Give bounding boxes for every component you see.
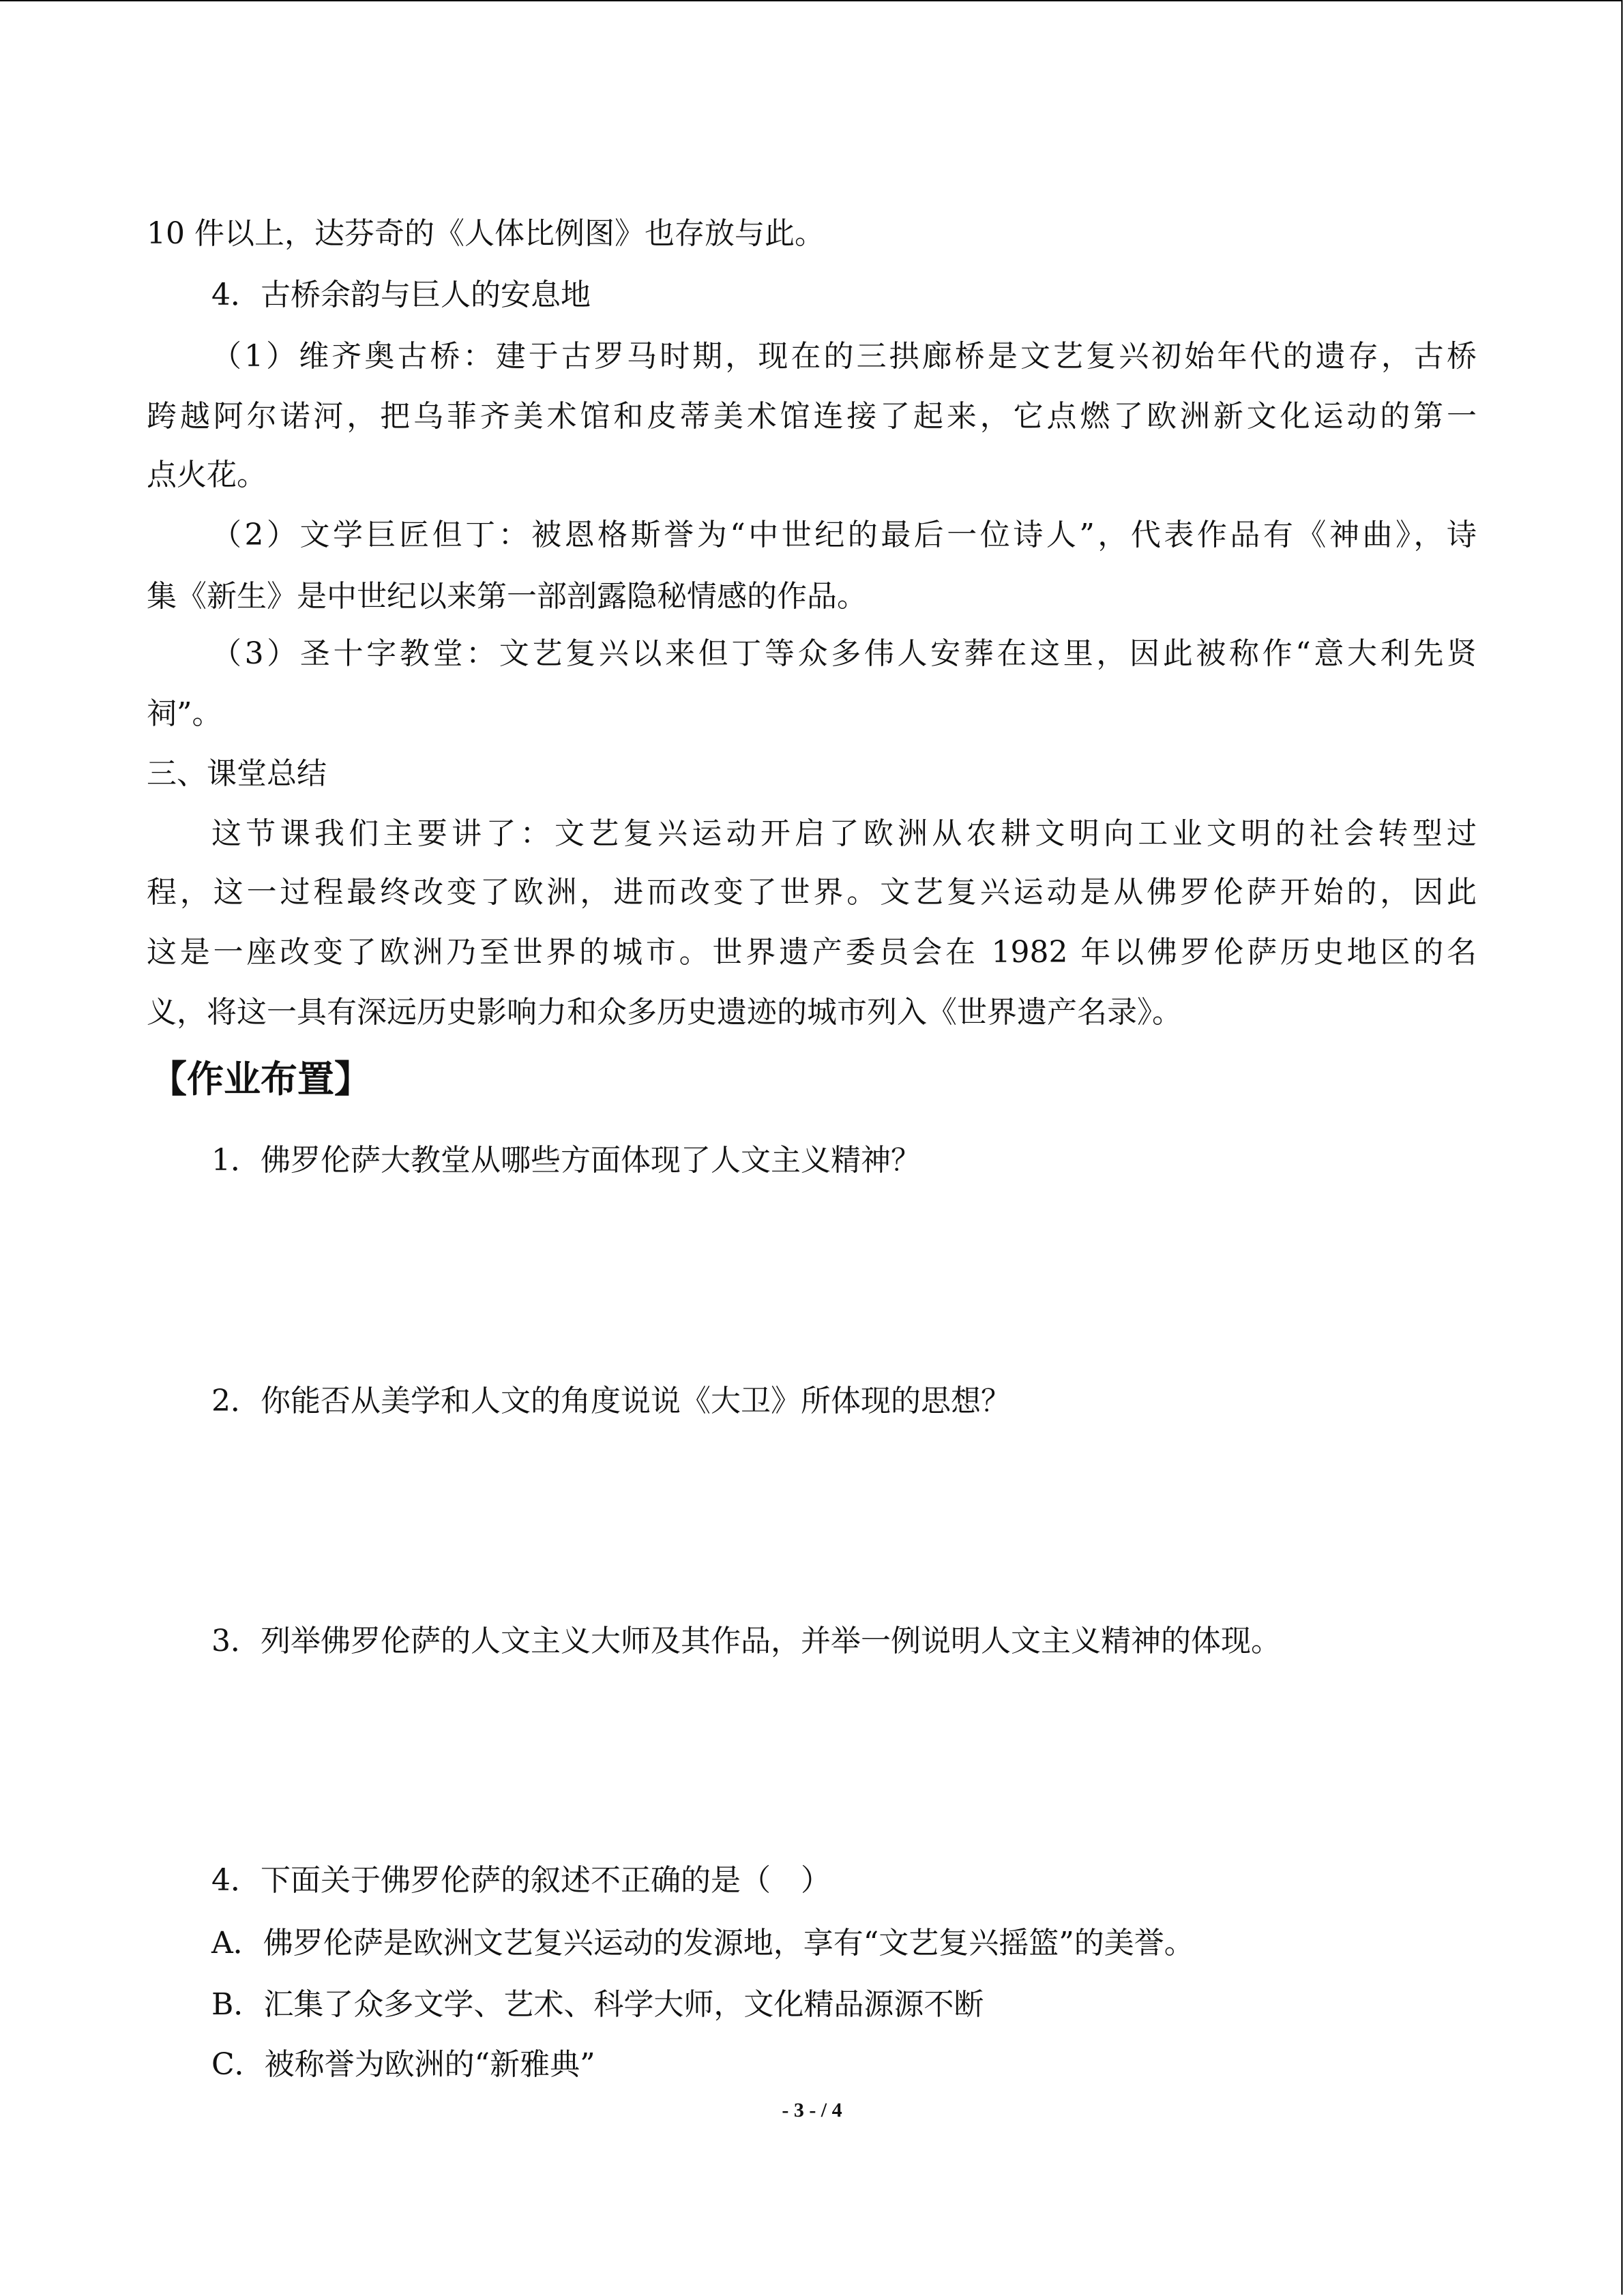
homework-question-3: 3．列举佛罗伦萨的人文主义大师及其作品，并举一例说明人文主义精神的体现。: [211, 1624, 1281, 1658]
page-number: - 3 - / 4: [782, 2099, 842, 2121]
subheading-ancient-bridge: 4．古桥余韵与巨人的安息地: [211, 278, 591, 312]
text-line: 点火花。: [147, 458, 267, 492]
section-heading-summary: 三、课堂总结: [147, 756, 327, 791]
text-line: 程，这一过程最终改变了欧洲，进而改变了世界。文艺复兴运动是从佛罗伦萨开始的，因此: [147, 875, 1477, 910]
text-line: 10 件以上，达芬奇的《人体比例图》也存放与此。: [147, 216, 825, 251]
text-line: 这是一座改变了欧洲乃至世界的城市。世界遗产委员会在 1982 年以佛罗伦萨历史地区的名: [147, 935, 1477, 970]
text-line: 集《新生》是中世纪以来第一部剖露隐秘情感的作品。: [147, 579, 867, 614]
text-line: （1）维齐奥古桥：建于古罗马时期，现在的三拱廊桥是文艺复兴初始年代的遗存，古桥: [211, 339, 1477, 374]
option-a: A．佛罗伦萨是欧洲文艺复兴运动的发源地，享有“文艺复兴摇篮”的美誉。: [211, 1926, 1194, 1960]
option-b: B．汇集了众多文学、艺术、科学大师，文化精品源源不断: [211, 1987, 984, 2022]
text-line: 义，将这一具有深远历史影响力和众多历史遗迹的城市列入《世界遗产名录》。: [147, 995, 1182, 1030]
homework-heading: 【作业布置】: [150, 1058, 371, 1101]
text-line: 祠”。: [147, 696, 222, 731]
option-c: C．被称誉为欧洲的“新雅典”: [211, 2047, 595, 2082]
homework-question-1: 1．佛罗伦萨大教堂从哪些方面体现了人文主义精神？: [211, 1143, 921, 1178]
text-line: （3）圣十字教堂：文艺复兴以来但丁等众多伟人安葬在这里，因此被称作“意大利先贤: [211, 636, 1477, 671]
text-line: 跨越阿尔诺河，把乌菲齐美术馆和皮蒂美术馆连接了起来，它点燃了欧洲新文化运动的第一: [147, 399, 1477, 434]
text-line: 这节课我们主要讲了：文艺复兴运动开启了欧洲从农耕文明向工业文明的社会转型过: [211, 816, 1477, 851]
homework-question-2: 2．你能否从美学和人文的角度说说《大卫》所体现的思想？: [211, 1384, 1011, 1418]
text-line: （2）文学巨匠但丁：被恩格斯誉为“中世纪的最后一位诗人”，代表作品有《神曲》，诗: [211, 518, 1477, 552]
homework-question-4: 4．下面关于佛罗伦萨的叙述不正确的是（ ）: [211, 1863, 831, 1898]
